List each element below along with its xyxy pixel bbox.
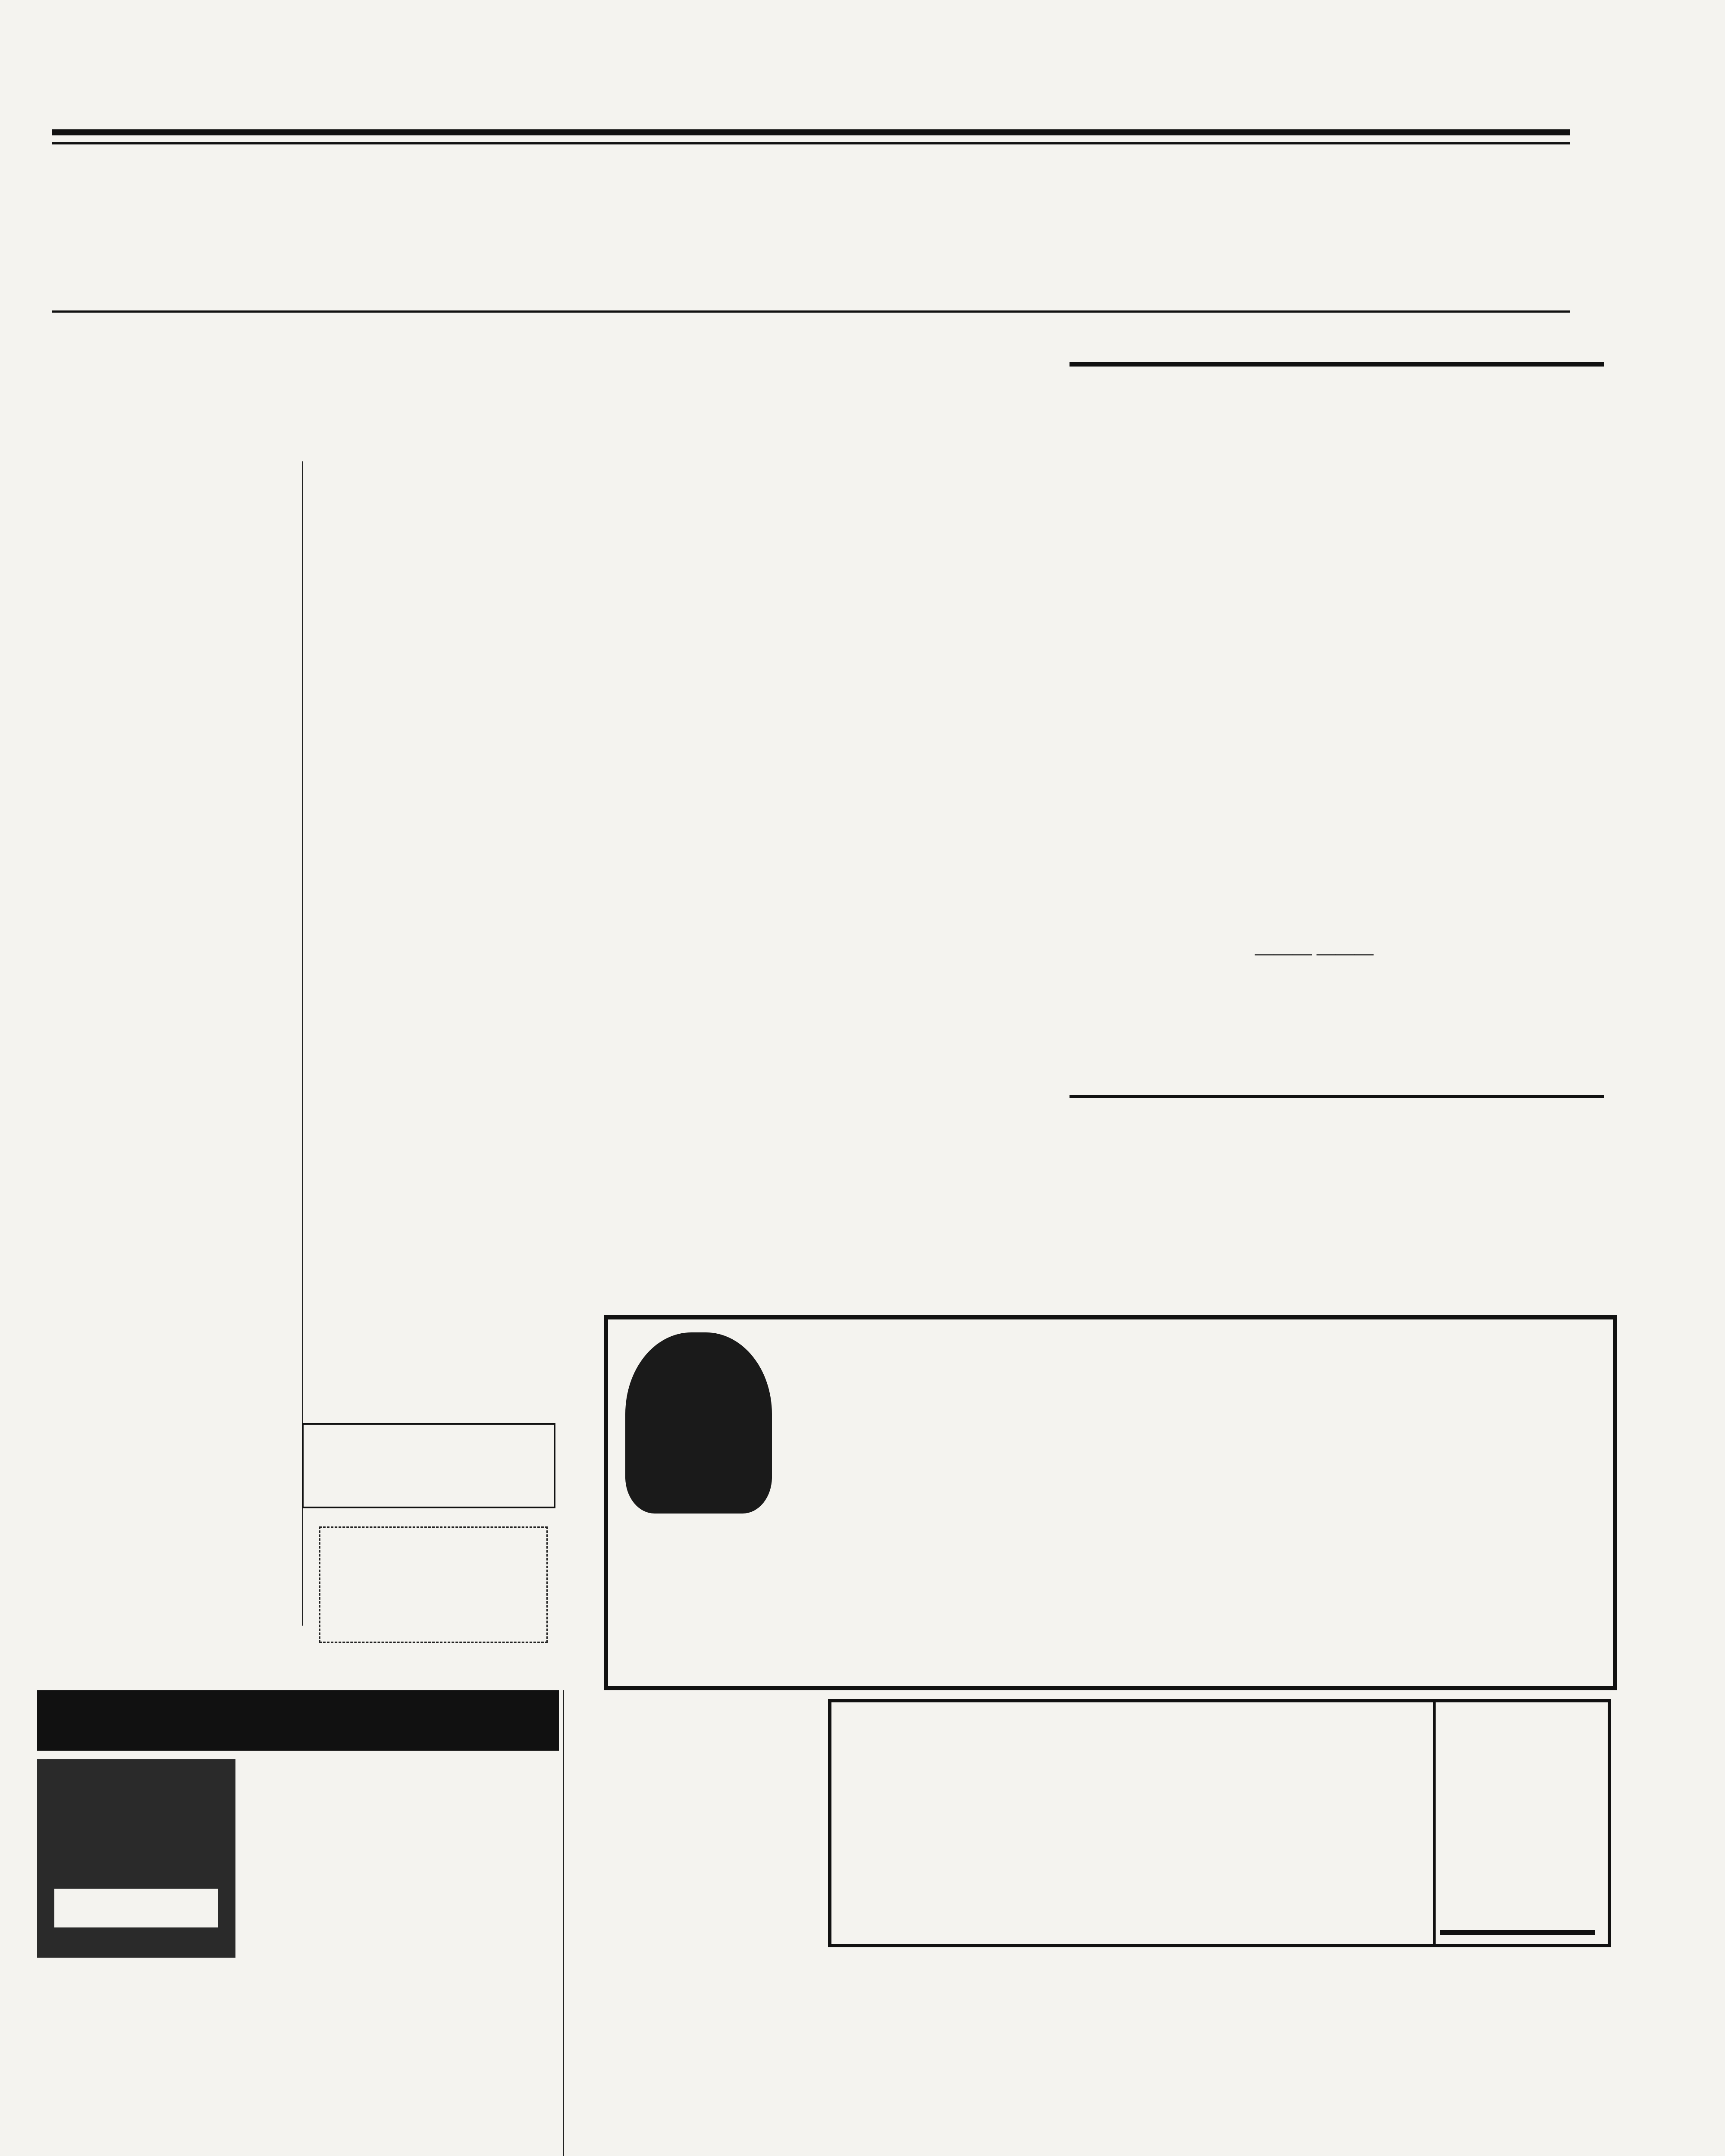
petrolina-badge — [1440, 1930, 1595, 1935]
section-title — [56, 155, 1561, 285]
prisao-ad — [604, 1315, 1617, 1690]
elixir-body-block — [37, 1759, 559, 1962]
tractor-plow-icon — [37, 2122, 348, 2156]
desportos-rule — [52, 310, 1570, 313]
elixir-bottle-icon — [37, 1759, 235, 1958]
agricultor-ad — [37, 2104, 559, 2156]
elixir-ad — [37, 1690, 559, 1962]
jogarao: ——— ——— — [1255, 943, 1374, 964]
dentadura-ad — [302, 1423, 555, 1508]
elixir-brand-banner — [37, 1690, 559, 1751]
galvao-ad — [1082, 1958, 1604, 2152]
carioca-bottom-rule — [1070, 1095, 1604, 1098]
elixir-label — [54, 1889, 218, 1927]
monk-portrait-icon — [625, 1332, 772, 1514]
carioca-rule — [1070, 362, 1604, 367]
petrolina-ad — [828, 1699, 1611, 1947]
pedidos-divider — [563, 1690, 564, 2156]
header-rule-thin — [52, 142, 1570, 144]
petrolina-side — [1433, 1702, 1602, 1944]
gemol-ad — [319, 1526, 548, 1643]
header-rule — [52, 129, 1570, 135]
